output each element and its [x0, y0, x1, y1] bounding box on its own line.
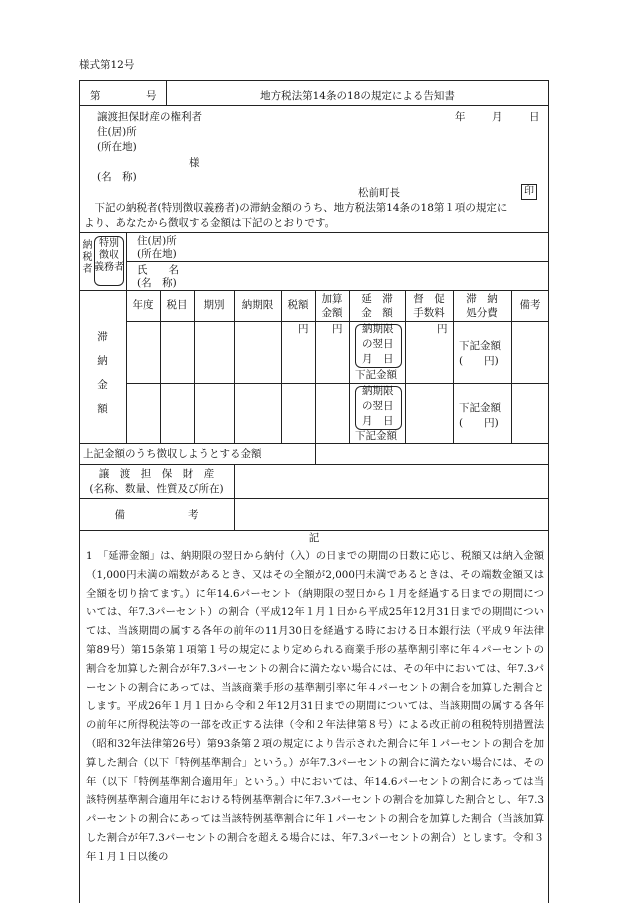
taxpayer-mid-line [126, 261, 549, 262]
col-header-period: 期別 [203, 299, 225, 311]
remarks-label: 備 考 [114, 509, 199, 521]
date-month: 月 [492, 111, 503, 123]
col-header-remarks: 備考 [519, 299, 541, 311]
yen-additional: 円 [332, 323, 343, 335]
property-divider [234, 464, 235, 530]
side-label-3: 金 [97, 379, 108, 391]
col-line [194, 290, 195, 443]
recipient-label: 譲渡担保財産の権利者 [97, 111, 202, 123]
col-header-dunning: 督 促 手数料 [413, 293, 445, 319]
yen-tax: 円 [298, 323, 309, 335]
collect-divider [315, 443, 316, 464]
taxpayer-top-line [79, 232, 549, 233]
box2-line2: の翌日 [362, 400, 394, 412]
box2-line1: 納期限 [362, 385, 394, 397]
taxpayer-address-alt: (所在地) [137, 248, 177, 260]
col-header-taxitem: 税目 [166, 299, 188, 311]
col-line [511, 290, 512, 443]
box2-below: 下記金額 [355, 430, 397, 442]
notice-line2: より、あなたから徴収する金額は下記のとおりです。 [84, 217, 336, 229]
col-line [281, 290, 282, 443]
date-day: 日 [529, 111, 540, 123]
collect-label: 上記金額のうち徴収しようとする金額 [83, 448, 262, 460]
col-header-additional: 加算 金額 [321, 293, 343, 319]
table-top-line [79, 290, 549, 291]
box1-below: 下記金額 [355, 369, 397, 381]
table-side-divider [126, 290, 127, 443]
col-header-deadline: 納期限 [241, 299, 274, 311]
shobun1-yen: ( 円) [459, 355, 499, 367]
col-header-disposition: 滞 納 処分費 [466, 293, 498, 319]
note-paragraph-1: 1 「延滞金額」は、納期限の翌日から納付（入）の日までの期間の日数に応じ、税額又は納入金額（1,000円未満の端数があるとき、又はその全額が2,000円未満であるときは、その端数金額又は全額を切り捨てます。）に年14.6パーセント（納期限の翌日から１月を経過する日までの期間については、年7.3パーセント）の割合（平成12年１月１日から平成25年12月31日までの期間については、当該期間の属する各年の前年の11月30日を経過する時における日本銀行法（平成９年法律第89号）第15条第１項第１号の規定により定められる商業手形の基準割引率に年４パーセントの割合を加算した割合が年7.3パーセントの割合に満たない場合には、その年中においては、年7.3パーセントの割合にあっては、当該商業手形の基準割引率に年４パーセントの割合を加算した割合とします。平成26年１月１日から令和２年12月31日までの期間については、当該期間の属する各年の前年に所得税法等の一部を改正する法律（令和２年法律第８号）による改正前の租税特別措置法（昭和32年法律第26号）第93条第２項の規定により告示された割合に年１パーセントの割合を加算した割合（以下「特例基準割合」という。）が年7.3パーセントの割合に満たない場合には、その年（以下「特例基準割合適用年」という。）中においては、年14.6パーセントの割合にあっては当該特例基準割合適用年における特例基準割合に年7.3パーセントの割合を加算した割合とし、年7.3パーセントの割合にあっては当該特例基準割合に年１パーセントの割合を加算した割合（当該加算した割合が年7.3パーセントの割合を超える場合には、年7.3パーセントの割合）とします。令和３年１月１日以後の [86, 550, 544, 863]
side-label-2: 納 [97, 355, 108, 367]
recipient-address: 住(居)所 [97, 126, 137, 138]
property-label: 譲 渡 担 保 財 産 [98, 468, 215, 480]
row1-line [126, 383, 549, 384]
header-go: 号 [146, 90, 157, 102]
taxpayer-address: 住(居)所 [137, 235, 177, 247]
box1-line2: の翌日 [362, 338, 394, 350]
side-label-4: 額 [97, 403, 108, 415]
side-label-1: 滞 [97, 331, 108, 343]
recipient-sama: 様 [189, 157, 200, 169]
taxpayer-name-alt: (名 称) [137, 277, 177, 289]
collect-line [79, 464, 549, 465]
taxpayer-label-b: 特別 徴収 義務者 [94, 238, 124, 273]
issuer-name: 松前町長 [358, 187, 400, 199]
recipient-name: (名 称) [97, 171, 137, 183]
taxpayer-name: 氏 名 [137, 264, 179, 276]
property-line [79, 498, 549, 499]
shobun2-amount: 下記金額 [459, 402, 501, 414]
box1-line3: 月 日 [362, 353, 394, 365]
shobun1-amount: 下記金額 [459, 340, 501, 352]
col-line [234, 290, 235, 443]
document-title: 地方税法第14条の18の規定による告知書 [260, 90, 455, 102]
date-year: 年 [455, 111, 466, 123]
box1-line1: 納期限 [362, 323, 394, 335]
col-header-delinquent: 延 滞 金 額 [361, 293, 393, 319]
header-line [79, 105, 549, 106]
ki-heading: 記 [308, 532, 320, 544]
col-header-year: 年度 [132, 299, 154, 311]
box2-line3: 月 日 [362, 415, 394, 427]
col-header-tax: 税額 [287, 299, 309, 311]
recipient-address-alt: (所在地) [97, 141, 137, 153]
seal-mark: 印 [521, 184, 537, 200]
property-sub-label: (名称、数量、性質及び所在) [89, 483, 224, 495]
table-bottom-line [79, 443, 549, 444]
form-number: 様式第12号 [79, 59, 135, 71]
header-dai: 第 [90, 90, 101, 102]
yen-dunning: 円 [437, 323, 448, 335]
taxpayer-label-a: 納 税 者 [82, 240, 93, 275]
notice-line1: 下記の納税者(特別徴収義務者)の滞納金額のうち、地方税法第14条の18第１項の規定に [84, 202, 508, 214]
col-line [160, 290, 161, 443]
shobun2-yen: ( 円) [459, 417, 499, 429]
